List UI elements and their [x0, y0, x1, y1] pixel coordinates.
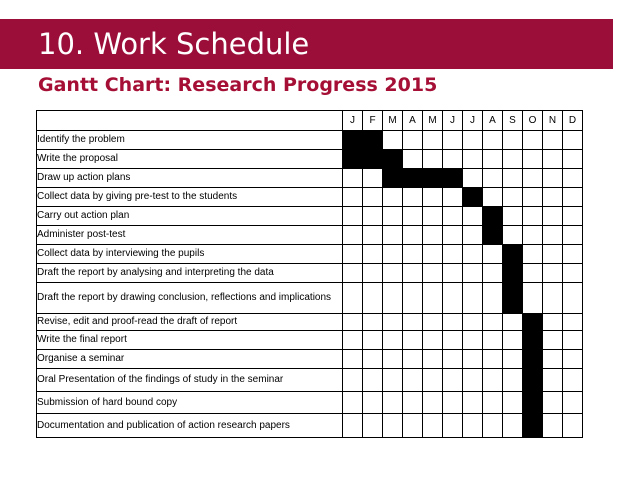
task-row	[37, 245, 583, 264]
gantt-bar-cell	[463, 188, 483, 207]
month-header: N	[543, 111, 563, 131]
gantt-empty-cell	[563, 188, 583, 207]
gantt-empty-cell	[383, 245, 403, 264]
gantt-empty-cell	[503, 226, 523, 245]
month-header: A	[483, 111, 503, 131]
gantt-empty-cell	[523, 150, 543, 169]
gantt-empty-cell	[463, 331, 483, 350]
gantt-empty-cell	[443, 414, 463, 438]
gantt-empty-cell	[483, 331, 503, 350]
gantt-empty-cell	[503, 392, 523, 414]
month-header: M	[383, 111, 403, 131]
gantt-empty-cell	[543, 314, 563, 331]
gantt-empty-cell	[363, 245, 383, 264]
gantt-empty-cell	[503, 207, 523, 226]
gantt-empty-cell	[423, 226, 443, 245]
gantt-empty-cell	[443, 314, 463, 331]
task-row	[37, 169, 583, 188]
task-label: Identify the problem	[37, 131, 343, 150]
task-column-header	[37, 111, 343, 131]
gantt-empty-cell	[363, 314, 383, 331]
gantt-empty-cell	[403, 188, 423, 207]
gantt-empty-cell	[563, 169, 583, 188]
gantt-empty-cell	[483, 369, 503, 392]
gantt-empty-cell	[403, 331, 423, 350]
task-label: Submission of hard bound copy	[37, 392, 343, 414]
title-banner	[0, 19, 613, 69]
task-label: Draw up action plans	[37, 169, 343, 188]
month-header: M	[423, 111, 443, 131]
month-header: O	[523, 111, 543, 131]
gantt-empty-cell	[363, 392, 383, 414]
gantt-empty-cell	[343, 331, 363, 350]
gantt-empty-cell	[523, 245, 543, 264]
gantt-empty-cell	[343, 392, 363, 414]
gantt-empty-cell	[503, 169, 523, 188]
task-label: Administer post-test	[37, 226, 343, 245]
gantt-bar-cell	[443, 169, 463, 188]
gantt-empty-cell	[463, 131, 483, 150]
gantt-empty-cell	[523, 264, 543, 283]
gantt-bar-cell	[523, 314, 543, 331]
gantt-empty-cell	[483, 245, 503, 264]
gantt-empty-cell	[343, 226, 363, 245]
task-row	[37, 264, 583, 283]
gantt-empty-cell	[463, 283, 483, 314]
task-row	[37, 350, 583, 369]
gantt-empty-cell	[443, 150, 463, 169]
gantt-empty-cell	[463, 226, 483, 245]
gantt-empty-cell	[543, 392, 563, 414]
gantt-empty-cell	[503, 414, 523, 438]
gantt-empty-cell	[523, 283, 543, 314]
gantt-empty-cell	[343, 414, 363, 438]
gantt-empty-cell	[403, 131, 423, 150]
month-header: F	[363, 111, 383, 131]
gantt-empty-cell	[363, 169, 383, 188]
gantt-empty-cell	[543, 131, 563, 150]
gantt-empty-cell	[443, 369, 463, 392]
gantt-empty-cell	[543, 283, 563, 314]
gantt-empty-cell	[563, 226, 583, 245]
gantt-empty-cell	[403, 245, 423, 264]
gantt-bar-cell	[383, 150, 403, 169]
gantt-empty-cell	[523, 188, 543, 207]
gantt-bar-cell	[343, 150, 363, 169]
gantt-empty-cell	[423, 188, 443, 207]
gantt-empty-cell	[403, 283, 423, 314]
gantt-empty-cell	[383, 414, 403, 438]
gantt-empty-cell	[403, 264, 423, 283]
chart-subtitle: Gantt Chart: Research Progress 2015	[38, 74, 438, 96]
gantt-empty-cell	[483, 392, 503, 414]
gantt-empty-cell	[503, 369, 523, 392]
gantt-empty-cell	[383, 369, 403, 392]
gantt-empty-cell	[543, 245, 563, 264]
gantt-empty-cell	[463, 314, 483, 331]
gantt-empty-cell	[523, 169, 543, 188]
gantt-empty-cell	[343, 188, 363, 207]
task-label: Write the final report	[37, 331, 343, 350]
gantt-empty-cell	[343, 350, 363, 369]
gantt-empty-cell	[383, 331, 403, 350]
gantt-empty-cell	[563, 131, 583, 150]
task-label: Revise, edit and proof-read the draft of report	[37, 314, 343, 331]
gantt-empty-cell	[423, 207, 443, 226]
gantt-empty-cell	[443, 283, 463, 314]
gantt-empty-cell	[363, 226, 383, 245]
gantt-bar-cell	[383, 169, 403, 188]
gantt-empty-cell	[483, 131, 503, 150]
gantt-empty-cell	[463, 414, 483, 438]
gantt-empty-cell	[363, 207, 383, 226]
gantt-table	[36, 110, 583, 438]
gantt-empty-cell	[443, 264, 463, 283]
gantt-bar-cell	[523, 414, 543, 438]
gantt-empty-cell	[383, 226, 403, 245]
gantt-empty-cell	[463, 169, 483, 188]
gantt-empty-cell	[403, 369, 423, 392]
gantt-empty-cell	[503, 188, 523, 207]
gantt-empty-cell	[403, 414, 423, 438]
gantt-empty-cell	[543, 369, 563, 392]
gantt-empty-cell	[443, 188, 463, 207]
gantt-empty-cell	[543, 331, 563, 350]
gantt-empty-cell	[343, 245, 363, 264]
month-header: J	[343, 111, 363, 131]
gantt-empty-cell	[523, 226, 543, 245]
gantt-empty-cell	[503, 131, 523, 150]
gantt-empty-cell	[363, 414, 383, 438]
task-row	[37, 226, 583, 245]
gantt-empty-cell	[543, 350, 563, 369]
gantt-empty-cell	[363, 188, 383, 207]
gantt-empty-cell	[423, 131, 443, 150]
gantt-body	[37, 131, 583, 438]
month-header: J	[463, 111, 483, 131]
gantt-empty-cell	[443, 207, 463, 226]
task-label: Collect data by interviewing the pupils	[37, 245, 343, 264]
gantt-bar-cell	[503, 245, 523, 264]
gantt-bar-cell	[523, 350, 543, 369]
gantt-empty-cell	[363, 369, 383, 392]
gantt-empty-cell	[523, 131, 543, 150]
gantt-empty-cell	[463, 350, 483, 369]
gantt-empty-cell	[403, 226, 423, 245]
gantt-empty-cell	[383, 264, 403, 283]
task-label: Draft the report by analysing and interpreting the data	[37, 264, 343, 283]
gantt-empty-cell	[463, 369, 483, 392]
gantt-empty-cell	[343, 264, 363, 283]
gantt-empty-cell	[483, 283, 503, 314]
gantt-empty-cell	[563, 369, 583, 392]
gantt-empty-cell	[423, 331, 443, 350]
gantt-empty-cell	[383, 188, 403, 207]
gantt-empty-cell	[563, 331, 583, 350]
gantt-empty-cell	[563, 350, 583, 369]
gantt-bar-cell	[363, 150, 383, 169]
task-row	[37, 392, 583, 414]
gantt-empty-cell	[503, 331, 523, 350]
gantt-empty-cell	[503, 314, 523, 331]
task-label: Write the proposal	[37, 150, 343, 169]
task-row	[37, 331, 583, 350]
gantt-empty-cell	[423, 414, 443, 438]
gantt-bar-cell	[403, 169, 423, 188]
task-label: Organise a seminar	[37, 350, 343, 369]
gantt-bar-cell	[523, 392, 543, 414]
month-header: A	[403, 111, 423, 131]
gantt-empty-cell	[383, 283, 403, 314]
task-label: Oral Presentation of the findings of study in the seminar	[37, 369, 343, 392]
month-header: J	[443, 111, 463, 131]
gantt-bar-cell	[523, 369, 543, 392]
gantt-empty-cell	[423, 350, 443, 369]
gantt-empty-cell	[483, 414, 503, 438]
gantt-empty-cell	[403, 350, 423, 369]
gantt-empty-cell	[383, 131, 403, 150]
gantt-bar-cell	[503, 283, 523, 314]
task-row	[37, 188, 583, 207]
gantt-empty-cell	[443, 331, 463, 350]
gantt-empty-cell	[563, 207, 583, 226]
task-label: Collect data by giving pre-test to the students	[37, 188, 343, 207]
gantt-empty-cell	[543, 226, 563, 245]
task-label: Documentation and publication of action research papers	[37, 414, 343, 438]
gantt-empty-cell	[443, 245, 463, 264]
gantt-empty-cell	[563, 314, 583, 331]
gantt-empty-cell	[443, 350, 463, 369]
gantt-bar-cell	[423, 169, 443, 188]
gantt-empty-cell	[423, 245, 443, 264]
gantt-empty-cell	[443, 392, 463, 414]
gantt-empty-cell	[483, 350, 503, 369]
task-row	[37, 369, 583, 392]
gantt-empty-cell	[403, 150, 423, 169]
gantt-empty-cell	[563, 392, 583, 414]
month-header-row	[37, 111, 583, 131]
gantt-empty-cell	[543, 169, 563, 188]
gantt-empty-cell	[363, 283, 383, 314]
gantt-empty-cell	[543, 414, 563, 438]
gantt-empty-cell	[383, 392, 403, 414]
task-row	[37, 314, 583, 331]
gantt-empty-cell	[383, 350, 403, 369]
gantt-empty-cell	[423, 392, 443, 414]
gantt-empty-cell	[563, 150, 583, 169]
gantt-empty-cell	[343, 369, 363, 392]
gantt-empty-cell	[403, 392, 423, 414]
gantt-bar-cell	[483, 226, 503, 245]
task-row	[37, 207, 583, 226]
gantt-empty-cell	[383, 314, 403, 331]
gantt-empty-cell	[463, 150, 483, 169]
task-row	[37, 131, 583, 150]
gantt-empty-cell	[343, 207, 363, 226]
gantt-empty-cell	[363, 350, 383, 369]
gantt-empty-cell	[423, 150, 443, 169]
gantt-empty-cell	[363, 264, 383, 283]
task-label: Carry out action plan	[37, 207, 343, 226]
gantt-empty-cell	[543, 264, 563, 283]
gantt-empty-cell	[403, 314, 423, 331]
gantt-bar-cell	[503, 264, 523, 283]
gantt-empty-cell	[483, 314, 503, 331]
gantt-empty-cell	[423, 283, 443, 314]
gantt-empty-cell	[383, 207, 403, 226]
gantt-empty-cell	[463, 245, 483, 264]
gantt-empty-cell	[423, 369, 443, 392]
month-header: D	[563, 111, 583, 131]
gantt-empty-cell	[443, 131, 463, 150]
gantt-empty-cell	[483, 150, 503, 169]
gantt-empty-cell	[423, 314, 443, 331]
gantt-empty-cell	[343, 283, 363, 314]
gantt-empty-cell	[343, 314, 363, 331]
gantt-empty-cell	[423, 264, 443, 283]
gantt-bar-cell	[363, 131, 383, 150]
gantt-empty-cell	[483, 264, 503, 283]
task-row	[37, 414, 583, 438]
gantt-empty-cell	[443, 226, 463, 245]
task-label: Draft the report by drawing conclusion, reflections and implications	[37, 283, 343, 314]
gantt-empty-cell	[483, 169, 503, 188]
gantt-empty-cell	[483, 188, 503, 207]
gantt-bar-cell	[343, 131, 363, 150]
task-row	[37, 283, 583, 314]
gantt-empty-cell	[543, 188, 563, 207]
gantt-empty-cell	[363, 331, 383, 350]
gantt-empty-cell	[563, 245, 583, 264]
page-title: 10. Work Schedule	[38, 27, 310, 61]
gantt-empty-cell	[403, 207, 423, 226]
task-row	[37, 150, 583, 169]
month-header: S	[503, 111, 523, 131]
gantt-empty-cell	[543, 150, 563, 169]
gantt-empty-cell	[463, 207, 483, 226]
gantt-empty-cell	[543, 207, 563, 226]
gantt-empty-cell	[563, 414, 583, 438]
gantt-bar-cell	[523, 331, 543, 350]
gantt-empty-cell	[463, 264, 483, 283]
gantt-empty-cell	[503, 150, 523, 169]
gantt-empty-cell	[563, 264, 583, 283]
gantt-bar-cell	[483, 207, 503, 226]
gantt-empty-cell	[463, 392, 483, 414]
gantt-empty-cell	[523, 207, 543, 226]
gantt-empty-cell	[343, 169, 363, 188]
gantt-empty-cell	[503, 350, 523, 369]
gantt-empty-cell	[563, 283, 583, 314]
